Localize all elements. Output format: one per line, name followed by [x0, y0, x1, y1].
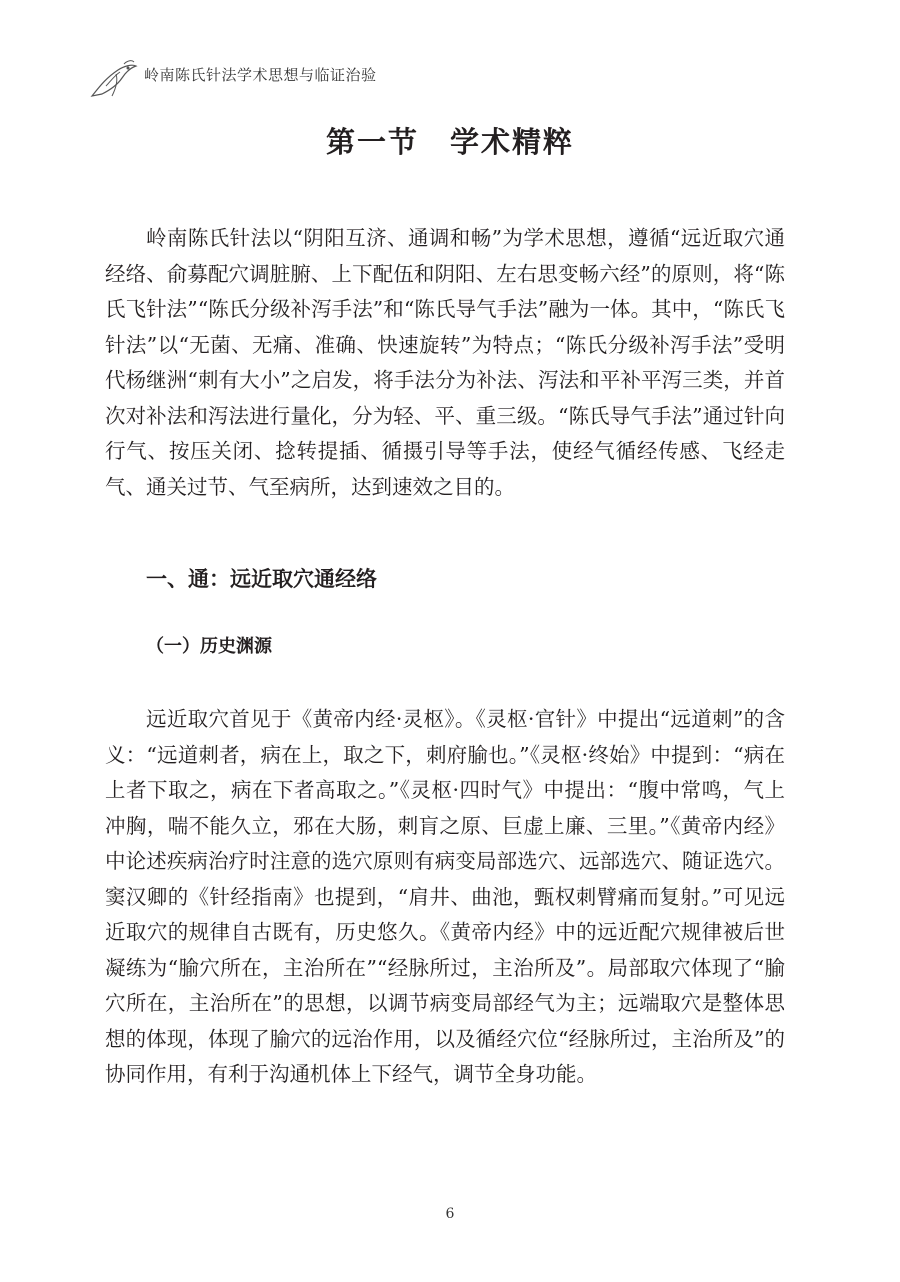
running-title: 岭南陈氏针法学术思想与临证治验 — [144, 66, 377, 84]
heading-level-1: 一、通：远近取穴通经络 — [146, 567, 377, 591]
history-paragraph: 远近取穴首见于《黄帝内经·灵枢》。《灵枢·官针》中提出“远道刺”的含义：“远道刺者，病在上，取之下，刺府腧也。”《灵枢·终始》中提到：“病在上者下取之，病在下者高取之。”《灵枢·四时气》中提出：“腹中常鸣，气上冲胸，喘不能久立，邪在大肠，刺肓之原、巨虚上廉、三里。”《黄帝内经》中论述疾病治疗时注意的选穴原则有病变局部选穴、远部选穴、随证选穴。窦汉卿的《针经指南》也提到，“肩井、曲池，甄权刺臂痛而复射。”可见远近取穴的规律自古既有，历史悠久。《黄帝内经》中的远近配穴规律被后世凝练为“腧穴所在，主治所在”“经脉所过，主治所及”。局部取穴体现了“腧穴所在，主治所在”的思想，以调节病变局部经气为主；远端取穴是整体思想的体现，体现了腧穴的远治作用，以及循经穴位“经脉所过，主治所及”的协同作用，有利于沟通机体上下经气，调节全身功能。 — [105, 707, 785, 1086]
calligraphy-brush-figure-icon — [88, 56, 140, 104]
intro-paragraph: 岭南陈氏针法以“阴阳互济、通调和畅”为学术思想，遵循“远近取穴通经络、俞募配穴调脏腑、上下配伍和阴阳、左右思变畅六经”的原则，将“陈氏飞针法”“陈氏分级补泻手法”和“陈氏导气手法”融为一体。其中，“陈氏飞针法”以“无菌、无痛、准确、快速旋转”为特点；“陈氏分级补泻手法”受明代杨继洲“刺有大小”之启发，将手法分为补法、泻法和平补平泻三类，并首次对补法和泻法进行量化，分为轻、平、重三级。“陈氏导气手法”通过针向行气、按压关闭、捻转提插、循摄引导等手法，使经气循经传感、飞经走气、通关过节、气至病所，达到速效之目的。 — [105, 226, 785, 499]
running-header — [88, 56, 408, 106]
heading-level-2: （一）历史渊源 — [146, 636, 272, 657]
section-title: 第一节 学术精粹 — [325, 125, 574, 159]
page-number: 6 — [445, 1206, 455, 1222]
